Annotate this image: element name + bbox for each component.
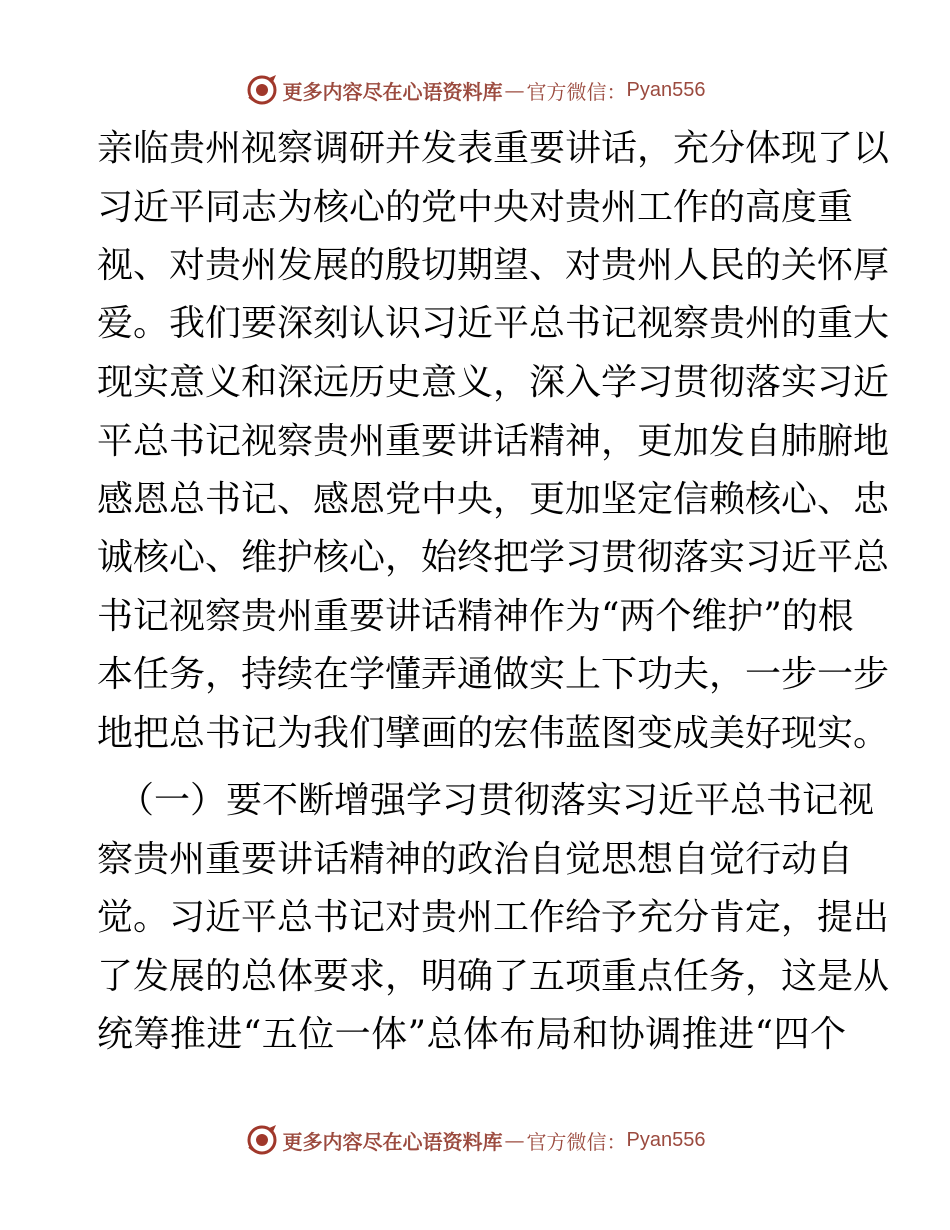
brand-logo-icon	[245, 73, 279, 107]
watermark-text: 更多内容尽在心语资料库	[282, 79, 503, 104]
body-line: 本任务，持续在学懂弄通做实上下功夫，一步一步	[97, 654, 890, 695]
brand-logo-icon	[245, 1123, 279, 1157]
watermark-wechat-id: Pyan556	[626, 78, 706, 101]
watermark-text: 更多内容尽在心语资料库	[282, 1129, 503, 1154]
body-line: 了发展的总体要求，明确了五项重点任务，这是从	[97, 956, 890, 997]
watermark-wechat-label: 官方微信：	[526, 79, 627, 104]
body-line: 书记视察贵州重要讲话精神作为“两个维护”的根	[97, 596, 854, 637]
body-line: 察贵州重要讲话精神的政治自觉思想自觉行动自	[97, 839, 854, 880]
watermark-dash: —	[504, 78, 525, 102]
body-line: 亲临贵州视察调研并发表重要讲话，充分体现了以	[97, 128, 890, 169]
watermark-wechat-id: Pyan556	[626, 1128, 706, 1151]
body-line: 地把总书记为我们擘画的宏伟蓝图变成美好现实。	[97, 713, 890, 754]
body-line: 习近平同志为核心的党中央对贵州工作的高度重	[97, 187, 854, 228]
body-line: 平总书记视察贵州重要讲话精神，更加发自肺腑地	[97, 421, 890, 462]
section-heading: （一）要不断增强学习贯彻落实习近平总书记视	[118, 780, 875, 821]
watermark-dash: —	[504, 1128, 525, 1152]
body-line: 感恩总书记、感恩党中央，更加坚定信赖核心、忠	[97, 479, 890, 520]
body-line: 觉。习近平总书记对贵州工作给予充分肯定，提出	[97, 897, 890, 938]
body-line: 现实意义和深远历史意义，深入学习贯彻落实习近	[97, 362, 890, 403]
body-line: 视、对贵州发展的殷切期望、对贵州人民的关怀厚	[97, 245, 890, 286]
body-line: 爱。我们要深刻认识习近平总书记视察贵州的重大	[97, 303, 890, 344]
watermark-header	[0, 70, 950, 110]
watermark-wechat-label: 官方微信：	[526, 1129, 627, 1154]
body-line: 统筹推进“五位一体”总体布局和协调推进“四个	[97, 1014, 846, 1055]
body-line: 诚核心、维护核心，始终把学习贯彻落实习近平总	[97, 537, 890, 578]
watermark-footer	[0, 1120, 950, 1160]
